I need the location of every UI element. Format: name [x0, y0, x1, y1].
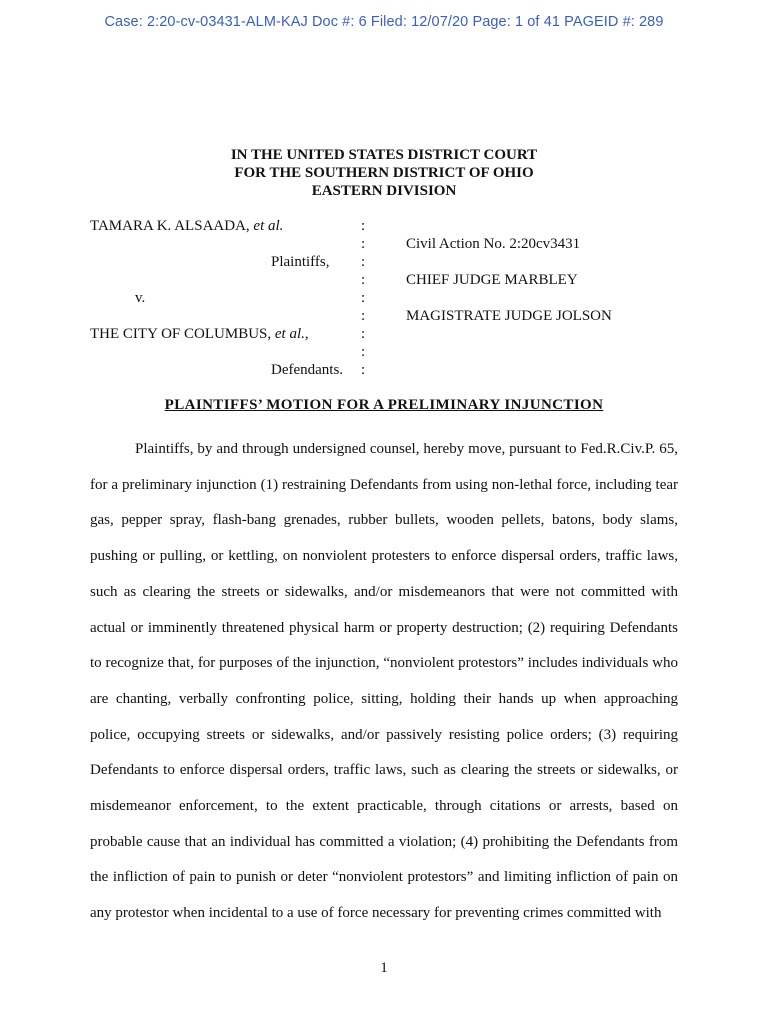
magistrate-judge: MAGISTRATE JUDGE JOLSON: [406, 308, 612, 324]
caption-colon: :: [361, 290, 366, 306]
caption-colon: :: [361, 272, 366, 288]
defendant-party: [90, 326, 309, 343]
defendant-comma: ,: [304, 326, 309, 342]
caption-colon: :: [361, 218, 366, 234]
plaintiff-name: TAMARA K. ALSAADA,: [90, 218, 250, 234]
caption-colon: :: [361, 254, 366, 270]
caption-colon: :: [361, 308, 366, 324]
page-number: 1: [380, 960, 388, 976]
civil-action-number: Civil Action No. 2:20cv3431: [406, 236, 581, 252]
defendant-name: THE CITY OF COLUMBUS,: [90, 326, 272, 342]
caption-colon: :: [361, 344, 366, 360]
defendants-label: Defendants.: [271, 362, 344, 378]
defendant-et-al: et al.: [274, 326, 305, 342]
plaintiffs-label: Plaintiffs,: [271, 254, 330, 270]
court-heading: [0, 146, 768, 200]
court-heading-line: EASTERN DIVISION: [311, 183, 457, 199]
chief-judge: CHIEF JUDGE MARBLEY: [406, 272, 578, 288]
court-heading-line: IN THE UNITED STATES DISTRICT COURT: [230, 147, 538, 163]
plaintiff-et-al: et al.: [253, 218, 284, 234]
motion-title: PLAINTIFFS’ MOTION FOR A PRELIMINARY INJUNCTION: [164, 397, 604, 413]
versus-label: v.: [135, 290, 146, 306]
caption-colon: :: [361, 236, 366, 252]
motion-body-paragraph: Plaintiffs, by and through undersigned counsel, hereby move, pursuant to Fed.R.Civ.P. 65, for a preliminary injunction (1) restraining Defendants from using non-lethal force, including tear gas, pepper spray, flash-bang grenades, rubber bullets, wooden pellets, batons, body slams, pushing or pulling, or kettling, on nonviolent protesters to enforce dispersal orders, traffic laws, such as clearing the streets or sidewalks, and/or misdemeanors that were not committed with actual or imminently threatened physical harm or property destruction; (2) requiring Defendants to recognize that, for purposes of the injunction, “nonviolent protestors” includes individuals who are chanting, verbally confronting police, sitting, holding their hands up when approaching police, occupying streets or sidewalks, and/or passively resisting police orders; (3) requiring Defendants to enforce dispersal orders, traffic laws, such as clearing the streets or sidewalks, or misdemeanor enforcement, to the extent practicable, through citations or arrests, based on probable cause that an individual has committed a violation; (4) prohibiting the Defendants from the infliction of pain to punish or deter “nonviolent protestors” and limiting infliction of pain on any protestor when incidental to a use of force necessary for preventing crimes committed with: [90, 441, 678, 922]
plaintiff-party: [90, 218, 283, 235]
ecf-filing-header: Case: 2:20-cv-03431-ALM-KAJ Doc #: 6 Filed: 12/07/20 Page: 1 of 41 PAGEID #: 289: [104, 14, 664, 30]
caption-colon: :: [361, 362, 366, 378]
caption-colon: :: [361, 326, 366, 342]
court-heading-line: FOR THE SOUTHERN DISTRICT OF OHIO: [234, 165, 534, 181]
